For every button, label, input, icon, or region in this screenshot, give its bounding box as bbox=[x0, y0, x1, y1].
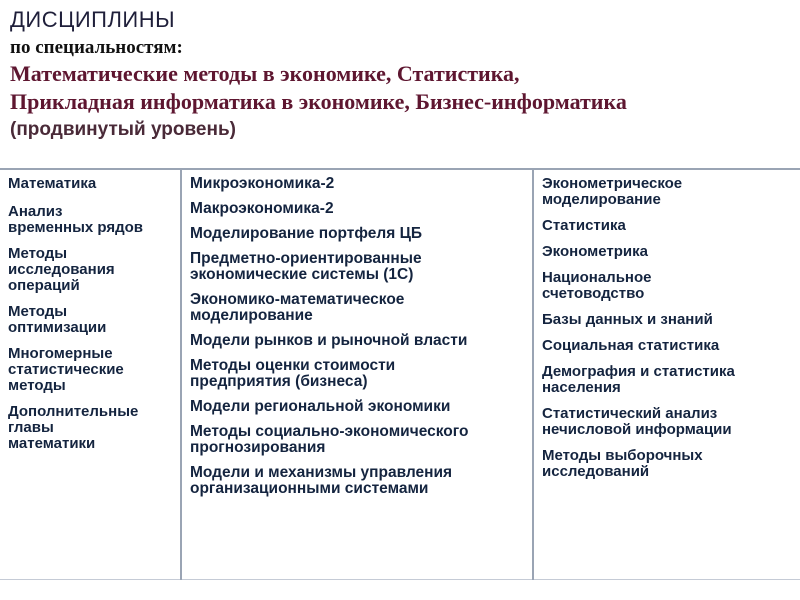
level-label: (продвинутый уровень) bbox=[10, 119, 236, 140]
discipline-item: Предметно-ориентированные экономические системы (1С) bbox=[190, 250, 422, 283]
specialties-line-1: Математические методы в экономике, Статистика, bbox=[10, 61, 520, 86]
discipline-item: Базы данных и знаний bbox=[542, 311, 713, 328]
discipline-item: Модели и механизмы управления организационными системами bbox=[190, 464, 453, 497]
discipline-item: Методы оптимизации bbox=[8, 303, 107, 336]
discipline-item: Анализ временных рядов bbox=[8, 203, 144, 236]
specialties-line-2: Прикладная информатика в экономике, Бизнес-информатика bbox=[10, 89, 627, 114]
header bbox=[10, 6, 795, 142]
discipline-item: Эконометрика bbox=[542, 243, 648, 260]
discipline-item: Методы выборочных исследований bbox=[542, 447, 703, 480]
discipline-item: Социальная статистика bbox=[542, 337, 720, 354]
discipline-item: Модели региональной экономики bbox=[190, 398, 451, 415]
discipline-item: Демография и статистика населения bbox=[542, 363, 735, 396]
discipline-item: Модели рынков и рыночной власти bbox=[190, 332, 468, 349]
slide-heading: ДИСЦИПЛИНЫ bbox=[10, 7, 176, 32]
discipline-item: Дополнительные главы математики bbox=[8, 403, 139, 452]
discipline-item: Экономико-математическое моделирование bbox=[190, 291, 405, 324]
discipline-item: Статистика bbox=[542, 217, 626, 234]
discipline-item: Методы оценки стоимости предприятия (бизнеса) bbox=[190, 357, 396, 390]
discipline-item: Макроэкономика-2 bbox=[190, 200, 334, 217]
discipline-item: Эконометрическое моделирование bbox=[542, 175, 683, 208]
discipline-item: Статистический анализ нечисловой информации bbox=[542, 405, 732, 438]
discipline-item: Многомерные статистические методы bbox=[8, 345, 124, 394]
discipline-item: Методы исследования операций bbox=[8, 245, 115, 294]
disciplines-table bbox=[0, 168, 800, 580]
specialties-label: по специальностям: bbox=[10, 37, 183, 58]
discipline-item: Математика bbox=[8, 175, 97, 192]
discipline-item: Микроэкономика-2 bbox=[190, 175, 335, 192]
discipline-item: Методы социально-экономического прогнозирования bbox=[190, 423, 469, 456]
column-2 bbox=[182, 170, 534, 580]
discipline-item: Моделирование портфеля ЦБ bbox=[190, 225, 423, 242]
column-1 bbox=[0, 170, 182, 580]
discipline-item: Национальное счетоводство bbox=[542, 269, 652, 302]
column-3 bbox=[534, 170, 800, 580]
